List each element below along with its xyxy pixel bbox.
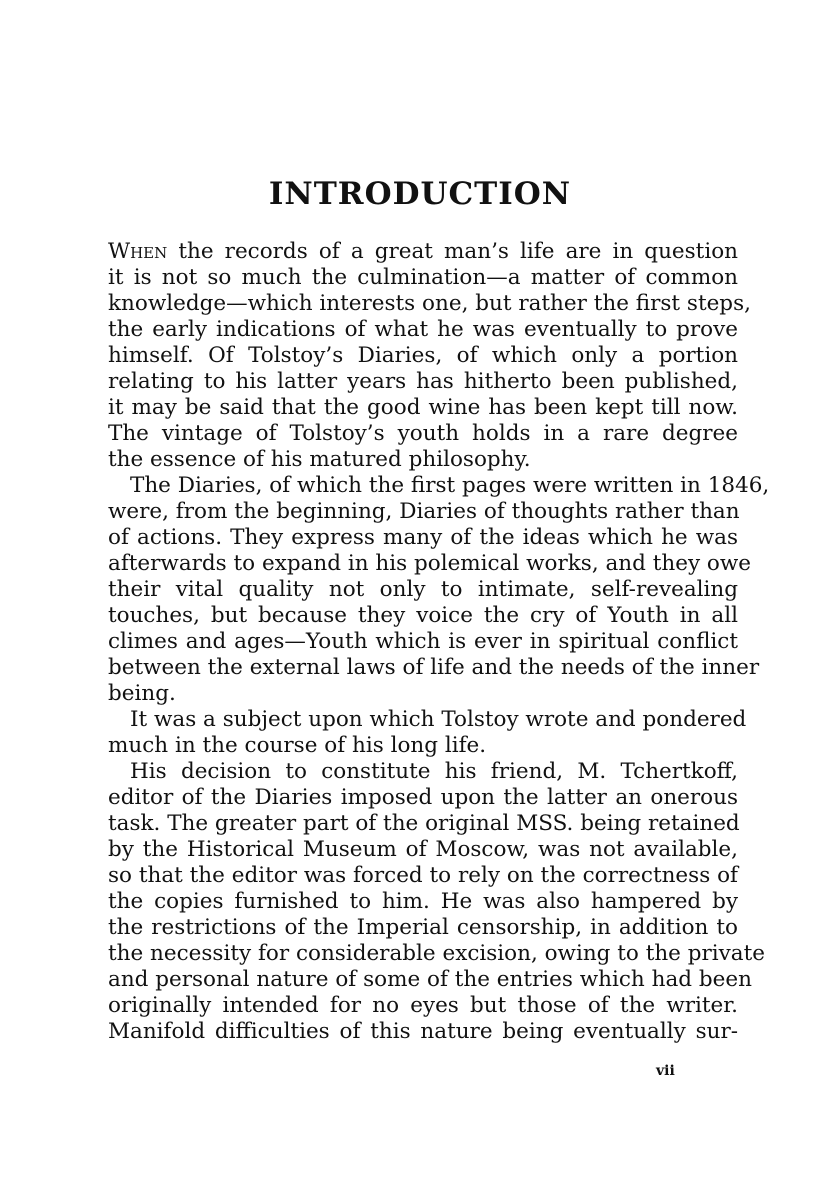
text-line: it is not so much the culmination—a matter of common — [108, 265, 738, 290]
drop-word: When — [108, 239, 168, 264]
body-text — [108, 239, 770, 1045]
text-line: the copies furnished to him. He was also hampered by — [108, 889, 738, 914]
text-line: much in the course of his long life. — [108, 733, 487, 758]
text-line: so that the editor was forced to rely on the correctness of — [108, 863, 738, 888]
text-line: originally intended for no eyes but those of the writer. — [108, 993, 738, 1018]
page-title: INTRODUCTION — [268, 176, 572, 212]
text-line: His decision to constitute his friend, M. Tchertkoff, — [130, 759, 738, 784]
text-line: the necessity for considerable excision, owing to the private — [108, 941, 765, 966]
text-line: of actions. They express many of the ideas which he was — [108, 525, 738, 550]
text-line: being. — [108, 681, 176, 706]
text-line: The vintage of Tolstoy’s youth holds in a rare degree — [108, 421, 738, 446]
text-line: the early indications of what he was eventually to prove — [108, 317, 738, 342]
text-line: touches, but because they voice the cry of Youth in all — [108, 603, 738, 628]
text-line: by the Historical Museum of Moscow, was not available, — [108, 837, 738, 862]
page-number: vii — [656, 1063, 675, 1079]
text-line: When the records of a great man’s life are in question — [108, 239, 738, 264]
text-line: the essence of his matured philosophy. — [108, 447, 531, 472]
text-line: and personal nature of some of the entries which had been — [108, 967, 752, 992]
text-line: relating to his latter years has hitherto been published, — [108, 369, 738, 394]
text-line: himself. Of Tolstoy’s Diaries, of which only a portion — [108, 343, 738, 368]
text-line: were, from the beginning, Diaries of thoughts rather than — [108, 499, 740, 524]
text-line: Manifold difficulties of this nature being eventually sur- — [108, 1019, 738, 1044]
text-line: it may be said that the good wine has been kept till now. — [108, 395, 738, 420]
text-line: It was a subject upon which Tolstoy wrote and pondered — [130, 707, 747, 732]
text-line: editor of the Diaries imposed upon the latter an onerous — [108, 785, 738, 810]
text-line: afterwards to expand in his polemical works, and they owe — [108, 551, 752, 576]
text-line: their vital quality not only to intimate, self-revealing — [108, 577, 738, 602]
text-line: climes and ages—Youth which is ever in spiritual conflict — [108, 629, 738, 654]
text-line: knowledge—which interests one, but rather the first steps, — [108, 291, 751, 316]
text-line: between the external laws of life and the needs of the inner — [108, 655, 760, 680]
text-line: The Diaries, of which the first pages were written in 1846, — [130, 473, 770, 498]
text-line: task. The greater part of the original MSS. being retained — [108, 811, 740, 836]
text-line: the restrictions of the Imperial censorship, in addition to — [108, 915, 738, 940]
